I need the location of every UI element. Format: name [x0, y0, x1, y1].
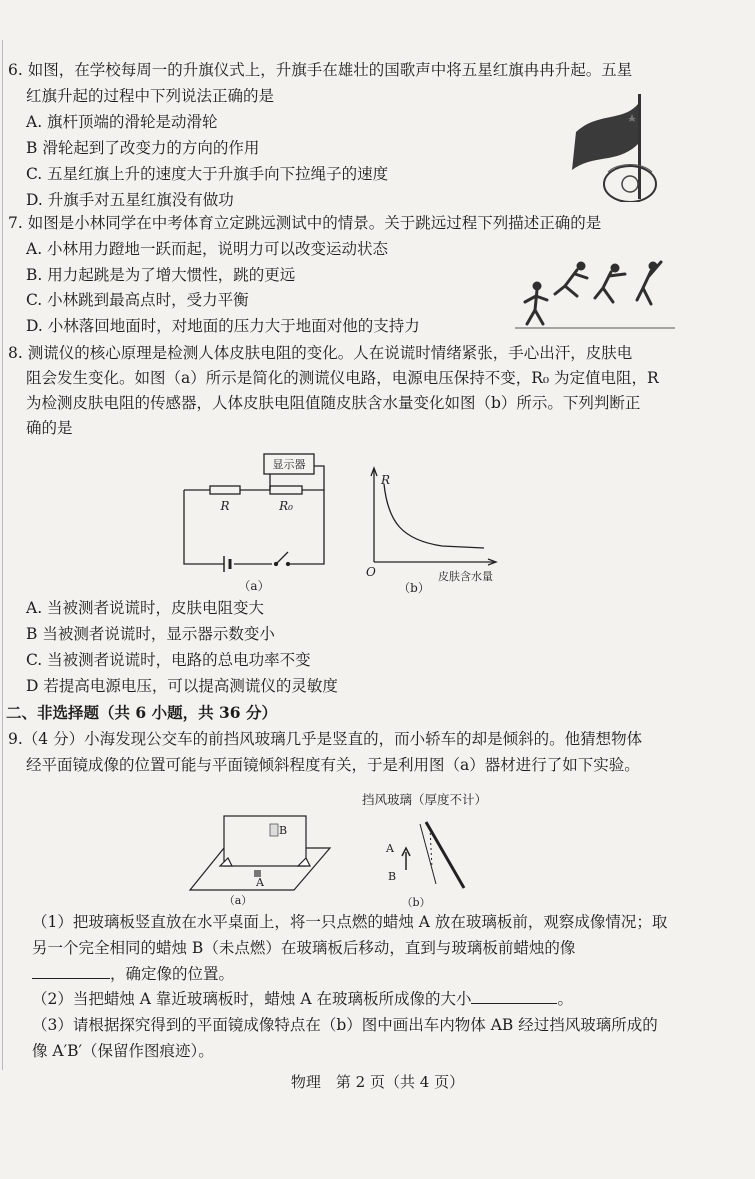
windshield-title: 挡风玻璃（厚度不计）: [362, 792, 488, 807]
q8-stem-line1: 8. 测谎仪的核心原理是检测人体皮肤电阻的变化。人在说谎时情绪紧张，手心出汗，皮肤电: [8, 344, 633, 362]
q8-option-c: C. 当被测者说谎时，电路的总电功率不变: [26, 651, 311, 669]
q8-option-d: D 若提高电源电压，可以提高测谎仪的灵敏度: [26, 677, 338, 695]
fig-b-caption: （b）: [398, 581, 430, 595]
q9-fig-b-caption: （b）: [401, 896, 431, 909]
resistor-r-label: R: [220, 499, 230, 513]
flag-raising-image: [568, 92, 688, 202]
q9-part3-line2: 像 A′B′（保留作图痕迹）。: [32, 1042, 214, 1060]
object-a-label: A: [386, 842, 394, 855]
q9-windshield-diagram: [380, 808, 480, 912]
graph-x-label: 皮肤含水量: [438, 570, 493, 583]
long-jump-image: [515, 244, 675, 334]
q7-stem-line1: 7. 如图是小林同学在中考体育立定跳远测试中的情景。关于跳远过程下列描述正确的是: [8, 214, 602, 232]
q9-stem-line2: 经平面镜成像的位置可能与平面镜倾斜程度有关，于是利用图（a）器材进行了如下实验。: [26, 756, 640, 774]
answer-blank-2[interactable]: [471, 989, 557, 1004]
page-edge: [2, 40, 3, 1070]
q6-option-d: D. 升旗手对五星红旗没有做功: [26, 191, 234, 209]
q6-option-c: C. 五星红旗上升的速度大于升旗手向下拉绳子的速度: [26, 165, 389, 183]
q7-option-b: B. 用力起跳是为了增大惯性，跳的更远: [26, 266, 296, 284]
q8-stem-line2: 阻会发生变化。如图（a）所示是简化的测谎仪电路，电源电压保持不变，R₀ 为定值电阻，R: [26, 369, 659, 387]
page-footer: 物理 第 2 页（共 4 页）: [290, 1073, 465, 1091]
display-label: 显示器: [272, 458, 306, 471]
q6-stem-line2: 红旗升起的过程中下列说法正确的是: [26, 87, 275, 105]
q7-option-a: A. 小林用力蹬地一跃而起，说明力可以改变运动状态: [26, 240, 389, 258]
q9-stem-line1: 9.（4 分）小海发现公交车的前挡风玻璃几乎是竖直的，而小轿车的却是倾斜的。他猜想物体: [8, 730, 643, 748]
q9-fig-a-caption: （a）: [223, 894, 253, 907]
q6-option-a: A. 旗杆顶端的滑轮是动滑轮: [26, 113, 218, 131]
candle-b-label: B: [279, 824, 288, 837]
q8-circuit-diagram: [176, 446, 336, 596]
q9-part1-line2: 另一个完全相同的蜡烛 B（未点燃）在玻璃板后移动，直到与玻璃板前蜡烛的像: [32, 939, 576, 957]
q8-resistance-graph: [362, 462, 512, 596]
resistor-r0-label: R₀: [279, 499, 293, 513]
q9-part1-line3: ，确定像的位置。: [32, 964, 234, 984]
q8-stem-line3: 为检测皮肤电阻的传感器，人体皮肤电阻值随皮肤含水量变化如图（b）所示。下列判断正: [26, 394, 641, 412]
q8-option-a: A. 当被测者说谎时，皮肤电阻变大: [26, 599, 265, 617]
section-heading: 二、非选择题（共 6 小题，共 36 分）: [6, 703, 277, 722]
object-b-label: B: [388, 870, 397, 883]
answer-blank-1[interactable]: [32, 964, 110, 979]
q6-option-b: B 滑轮起到了改变力的方向的作用: [26, 139, 260, 157]
q7-option-c: C. 小林跳到最高点时，受力平衡: [26, 291, 249, 309]
q9-part3-line1: （3）请根据探究得到的平面镜成像特点在（b）图中画出车内物体 AB 经过挡风玻璃所成的: [32, 1016, 658, 1034]
graph-y-label: R: [381, 473, 391, 487]
fig-a-caption: （a）: [238, 579, 270, 593]
graph-origin-label: O: [366, 565, 376, 579]
q9-part2: （2）当把蜡烛 A 靠近玻璃板时，蜡烛 A 在玻璃板所成像的大小 。: [32, 990, 573, 1008]
q8-stem-line4: 确的是: [26, 419, 73, 437]
q9-part1-line1: （1）把玻璃板竖直放在水平桌面上，将一只点燃的蜡烛 A 放在玻璃板前，观察成像情况；取: [32, 913, 668, 931]
candle-a-label: A: [256, 876, 264, 889]
q8-option-b: B 当被测者说谎时，显示器示数变小: [26, 625, 275, 643]
q7-option-d: D. 小林落回地面时，对地面的压力大于地面对他的支持力: [26, 317, 420, 335]
q6-stem-line1: 6. 如图，在学校每周一的升旗仪式上，升旗手在雄壮的国歌声中将五星红旗冉冉升起。五星: [8, 61, 633, 79]
q9-mirror-setup-diagram: [184, 808, 334, 908]
